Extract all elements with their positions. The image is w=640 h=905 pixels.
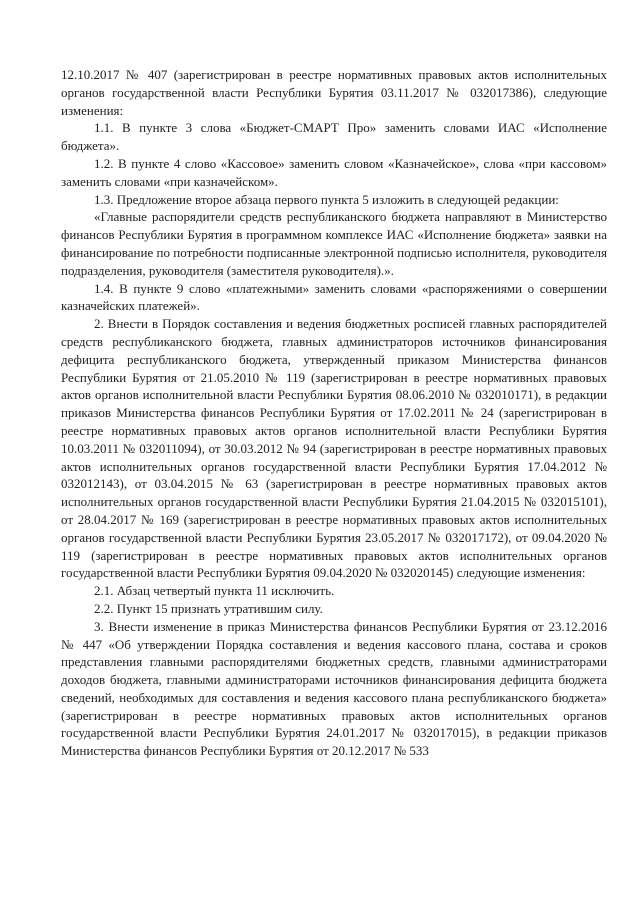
paragraph: 1.4. В пункте 9 слово «платежными» заменить словами «распоряжениями о совершении казначейских платежей». xyxy=(61,280,607,314)
paragraph: 2.1. Абзац четвертый пункта 11 исключить. xyxy=(94,583,335,599)
paragraph: 1.3. Предложение второе абзаца первого пункта 5 изложить в следующей редакции: xyxy=(94,191,559,207)
document-page xyxy=(61,66,607,760)
paragraph: 2. Внести в Порядок составления и ведения бюджетных росписей главных распорядителей средств республиканского бюджета, главных администраторов источников финансирования дефицита республиканского бюджета, утвержденный приказом Министерства финансов Республики Бурятия от 21.05.2010 № 119 (зарегистрирован в реестре нормативных правовых актов органов исполнительной власти Республики Бурятия 08.06.2010 № 032010171), в редакции приказов Министерства финансов Республики Бурятия от 17.02.2011 № 24 (зарегистрирован в реестре нормативных правовых актов органов исполнительной власти Республики Бурятия 10.03.2011 № 032011094), от 30.03.2012 № 94 (зарегистрирован в реестре нормативных правовых актов исполнительных органов государственной власти Республики Бурятия 17.04.2012 № 032012143), от 03.04.2015 № 63 (зарегистрирован в реестре нормативных правовых актов исполнительных органов государственной власти Республики Бурятия 21.04.2015 № 032015101), от 28.04.2017 № 169 (зарегистрирован в реестре нормативных правовых актов исполнительных органов государственной власти Республики Бурятия 23.05.2017 № 032017172), от 09.04.2020 № 119 (зарегистрирован в реестре нормативных правовых актов исполнительных органов государственной власти Республики Бурятия 09.04.2020 № 032020145) следующие изменения: xyxy=(61,316,607,581)
paragraph: 12.10.2017 № 407 (зарегистрирован в реестре нормативных правовых актов исполнительных органов государственной власти Республики Бурятия 03.11.2017 № 032017386), следующие изменения: xyxy=(61,67,607,118)
paragraph: «Главные распорядители средств республиканского бюджета направляют в Министерство финансов Республики Бурятия в программном комплексе ИАС «Исполнение бюджета» заявки на финансирование по потребности подписанные электронной подписью исполнителя, руководителя подразделения, руководителя (заместителя руководителя).». xyxy=(61,209,607,278)
paragraph: 2.2. Пункт 15 признать утратившим силу. xyxy=(94,600,323,616)
paragraph: 1.2. В пункте 4 слово «Кассовое» заменить словом «Казначейское», слова «при кассовом» заменить словами «при казначейском». xyxy=(61,155,607,189)
paragraph: 1.1. В пункте 3 слова «Бюджет-СМАРТ Про» заменить словами ИАС «Исполнение бюджета». xyxy=(61,120,607,154)
paragraph-last: 3. Внести изменение в приказ Министерства финансов Республики Бурятия от 23.12.2016 № 447 «Об утверждении Порядка составления и ведения кассового плана, состава и сроков представления главными распорядителями бюджетных средств, главными администраторами доходов бюджета, главными администраторами источников финансирования дефицита бюджета сведений, необходимых для составления и ведения кассового плана республиканского бюджета» (зарегистрирован в реестре нормативных правовых актов исполнительных органов государственной власти Республики Бурятия 24.01.2017 № 032017015), в редакции приказов Министерства финансов Республики Бурятия от 20.12.2017 № 533 xyxy=(61,618,607,759)
